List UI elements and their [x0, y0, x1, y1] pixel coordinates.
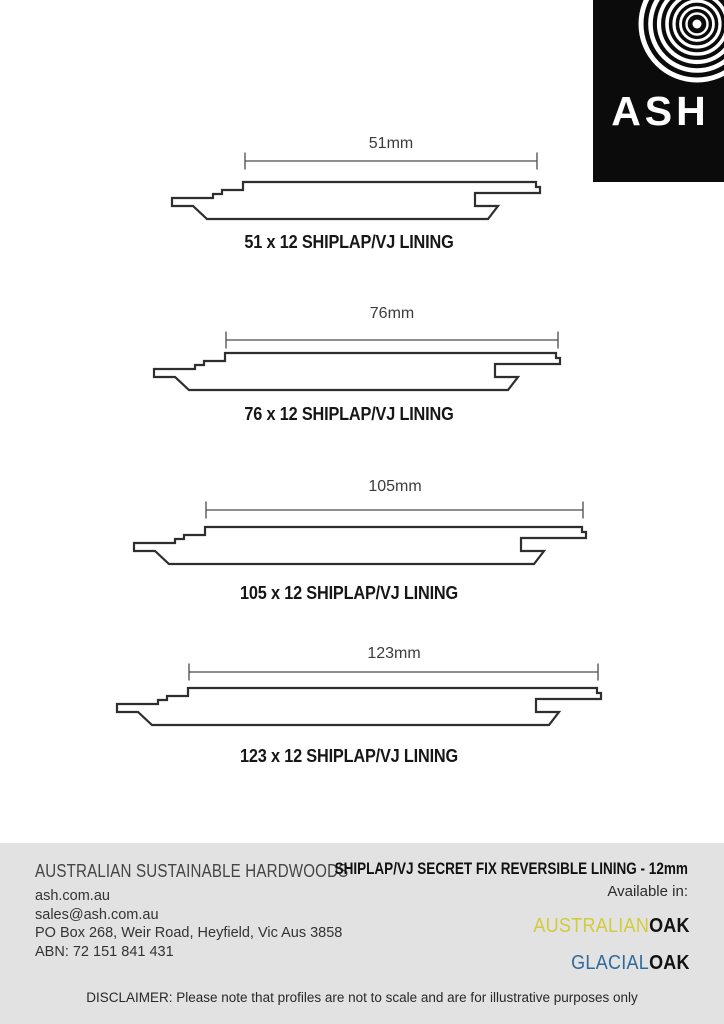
dimension-value: 123mm — [367, 645, 421, 662]
brand-glacial-oak — [572, 952, 690, 975]
dimension-line — [206, 502, 583, 519]
product-title: SHIPLAP/VJ SECRET FIX REVERSIBLE LINING - 12mm — [334, 860, 688, 878]
brand-name: AUSTRALIAN — [533, 915, 650, 937]
website-text: ash.com.au — [35, 888, 110, 904]
profile-outline — [172, 182, 540, 219]
abn-text: ABN: 72 151 841 431 — [35, 943, 174, 960]
available-in-label: Available in: — [607, 883, 688, 900]
brand-name: GLACIAL — [571, 952, 650, 974]
disclaimer-text: DISCLAIMER: Please note that profiles are not to scale and are for illustrative purposes only — [86, 990, 638, 1005]
company-name: AUSTRALIAN SUSTAINABLE HARDWOODS — [35, 861, 349, 881]
brand-australian-oak — [534, 915, 690, 938]
dimension-line — [245, 153, 537, 170]
dimension-line — [189, 664, 598, 681]
dimension-value: 76mm — [369, 305, 415, 322]
logo-wordmark: ASH — [611, 88, 710, 134]
profile-drawing-123 — [117, 664, 601, 726]
profile-drawing-76 — [154, 332, 560, 391]
contact-block — [35, 887, 342, 961]
profile-outline — [134, 527, 586, 564]
footer — [0, 843, 724, 1024]
profile-drawing-51 — [172, 153, 540, 220]
profile-size-label: 51 x 12 SHIPLAP/VJ LINING — [244, 231, 454, 252]
profile-size-label: 123 x 12 SHIPLAP/VJ LINING — [239, 745, 459, 766]
brand-suffix: OAK — [649, 915, 690, 937]
address-text: PO Box 268, Weir Road, Heyfield, Vic Aus 3858 — [35, 925, 343, 941]
dimension-line — [226, 332, 558, 349]
email-text: sales@ash.com.au — [35, 906, 159, 923]
profile-size-label: 105 x 12 SHIPLAP/VJ LINING — [239, 582, 459, 603]
brand-suffix: OAK — [649, 952, 690, 974]
dimension-value: 105mm — [368, 478, 422, 495]
profile-outline — [154, 353, 560, 390]
ash-logo — [593, 0, 724, 182]
profile-drawing-105 — [134, 502, 586, 565]
profile-outline — [117, 688, 601, 725]
dimension-value: 51mm — [368, 135, 414, 152]
profile-size-label: 76 x 12 SHIPLAP/VJ LINING — [244, 403, 454, 424]
